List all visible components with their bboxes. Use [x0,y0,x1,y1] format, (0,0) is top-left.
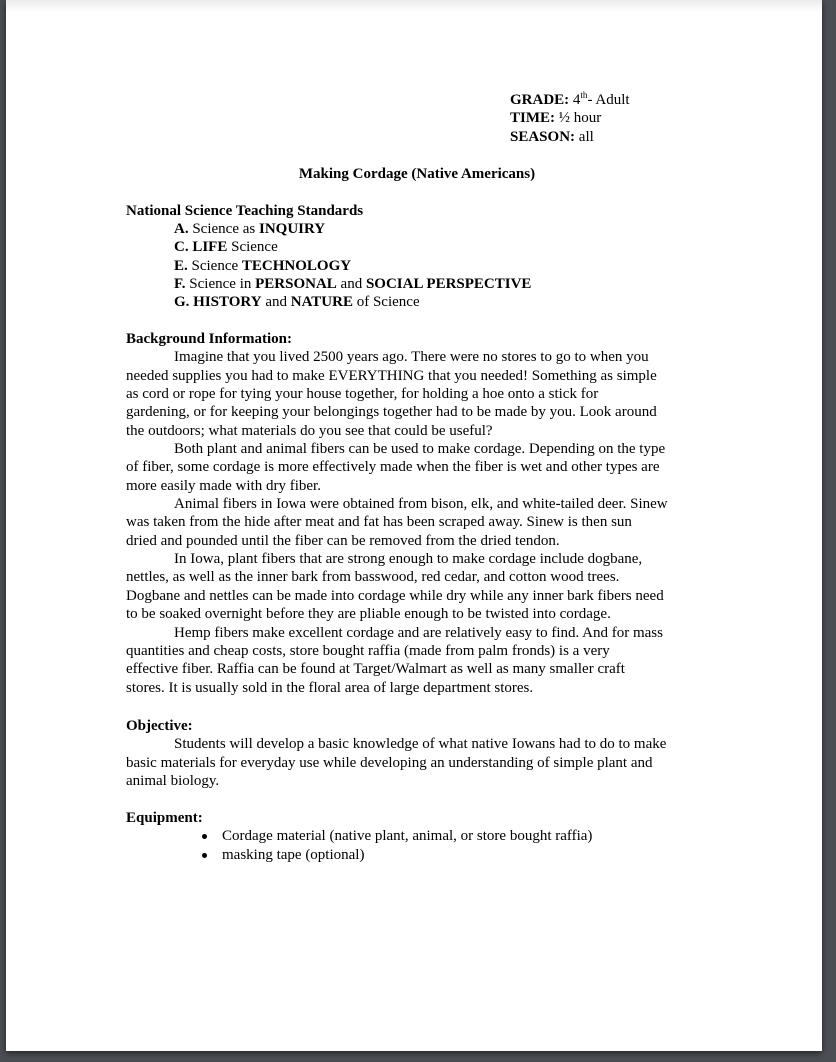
objective-text [126,735,710,790]
page-top-shadow [6,0,822,12]
equipment-heading: Equipment: [126,810,203,826]
background-text [126,348,710,697]
standard-letter: C. [174,239,189,256]
objective-heading: Objective: [126,718,193,734]
text-line: to be soaked overnight before they are pliable enough to be twisted into cordage. [126,606,611,623]
standard-text: NATURE [290,294,353,311]
text-line: as cord or rope for tying your house together, for holding a hoe onto a stick for [126,386,599,403]
text-line: more easily made with dry fiber. [126,477,321,494]
standards-list [174,220,531,312]
standards-heading: National Science Teaching Standards [126,203,364,219]
objective-section [126,717,710,790]
standard-text: LIFE [188,239,228,256]
season-line [510,128,630,146]
text-line: Both plant and animal fibers can be used to make cordage. Depending on the type [174,441,666,458]
text-line: In Iowa, plant fibers that are strong enough to make cordage include dogbane, [174,551,643,568]
text-line: nettles, as well as the inner bark from basswood, red cedar, and cotton wood trees. [126,569,620,586]
time-value: ½ hour [558,110,602,127]
standard-item [174,257,531,275]
equipment-list [126,827,710,864]
grade-label: GRADE: [510,92,570,108]
standard-item [174,238,531,256]
background-heading: Background Information: [126,331,292,347]
standard-letter: E. [174,257,188,274]
standard-text: PERSONAL [255,276,337,293]
season-value: all [578,128,594,145]
season-label: SEASON: [510,128,576,145]
lesson-meta [510,91,630,146]
equipment-section [126,809,710,864]
time-label: TIME: [510,110,555,127]
standard-text: Science [227,239,278,256]
standard-text: Science [187,257,242,274]
text-line: quantities and cheap costs, store bought raffia (made from palm fronds) is a very [126,642,610,659]
text-line: needed supplies you had to make EVERYTHING that you needed! Something as simple [126,367,657,384]
standard-text: HISTORY [189,294,262,311]
text-line: basic materials for everyday use while developing an understanding of simple plant and [126,754,653,771]
grade-value: 4th- Adult [572,90,630,108]
equipment-item: Cordage material (native plant, animal, or store bought raffia) [126,827,710,845]
text-line: Imagine that you lived 2500 years ago. There were no stores to go to when you [174,349,649,366]
standard-letter: F. [174,276,186,293]
grade-line [510,91,630,109]
equipment-item: masking tape (optional) [126,846,710,864]
text-line: effective fiber. Raffia can be found at Target/Walmart as well as many smaller craft [126,661,625,678]
text-line: of fiber, some cordage is more effectively made when the fiber is wet and other types are [126,459,660,476]
standard-item [174,293,531,311]
standard-text: Science in [185,276,256,293]
document-title: Making Cordage (Native Americans) [298,166,536,182]
text-line: Students will develop a basic knowledge of what native Iowans had to do to make [174,736,667,753]
standard-text: INQUIRY [258,221,326,237]
standard-letter: G. [174,294,190,311]
standard-item [174,220,531,238]
bullet-icon [202,834,207,839]
text-line: Dogbane and nettles can be made into cordage while dry while any inner bark fibers need [126,587,664,604]
standard-text: Science as [188,221,259,237]
standard-text: of Science [352,294,420,311]
background-section [126,330,710,697]
text-line: dried and pounded until the fiber can be removed from the dried tendon. [126,532,560,549]
standard-text: and [336,276,366,293]
time-line [510,109,630,127]
text-line: stores. It is usually sold in the floral area of large department stores. [126,679,534,696]
standard-text: and [261,294,291,311]
text-line: the outdoors; what materials do you see that could be useful? [126,422,493,439]
text-line: animal biology. [126,773,220,790]
standard-item [174,275,531,293]
document-page [6,0,822,1051]
text-line: Hemp fibers make excellent cordage and are relatively easy to find. And for mass [174,624,663,641]
standard-letter: A. [174,221,189,237]
text-line: Animal fibers in Iowa were obtained from bison, elk, and white-tailed deer. Sinew [174,496,668,513]
text-line: was taken from the hide after meat and fat has been scraped away. Sinew is then sun [126,514,632,531]
text-line: gardening, or for keeping your belongings together had to be made by you. Look around [126,404,657,421]
standard-text: TECHNOLOGY [241,257,352,274]
standard-text: SOCIAL PERSPECTIVE [365,276,532,293]
bullet-icon [202,853,207,858]
